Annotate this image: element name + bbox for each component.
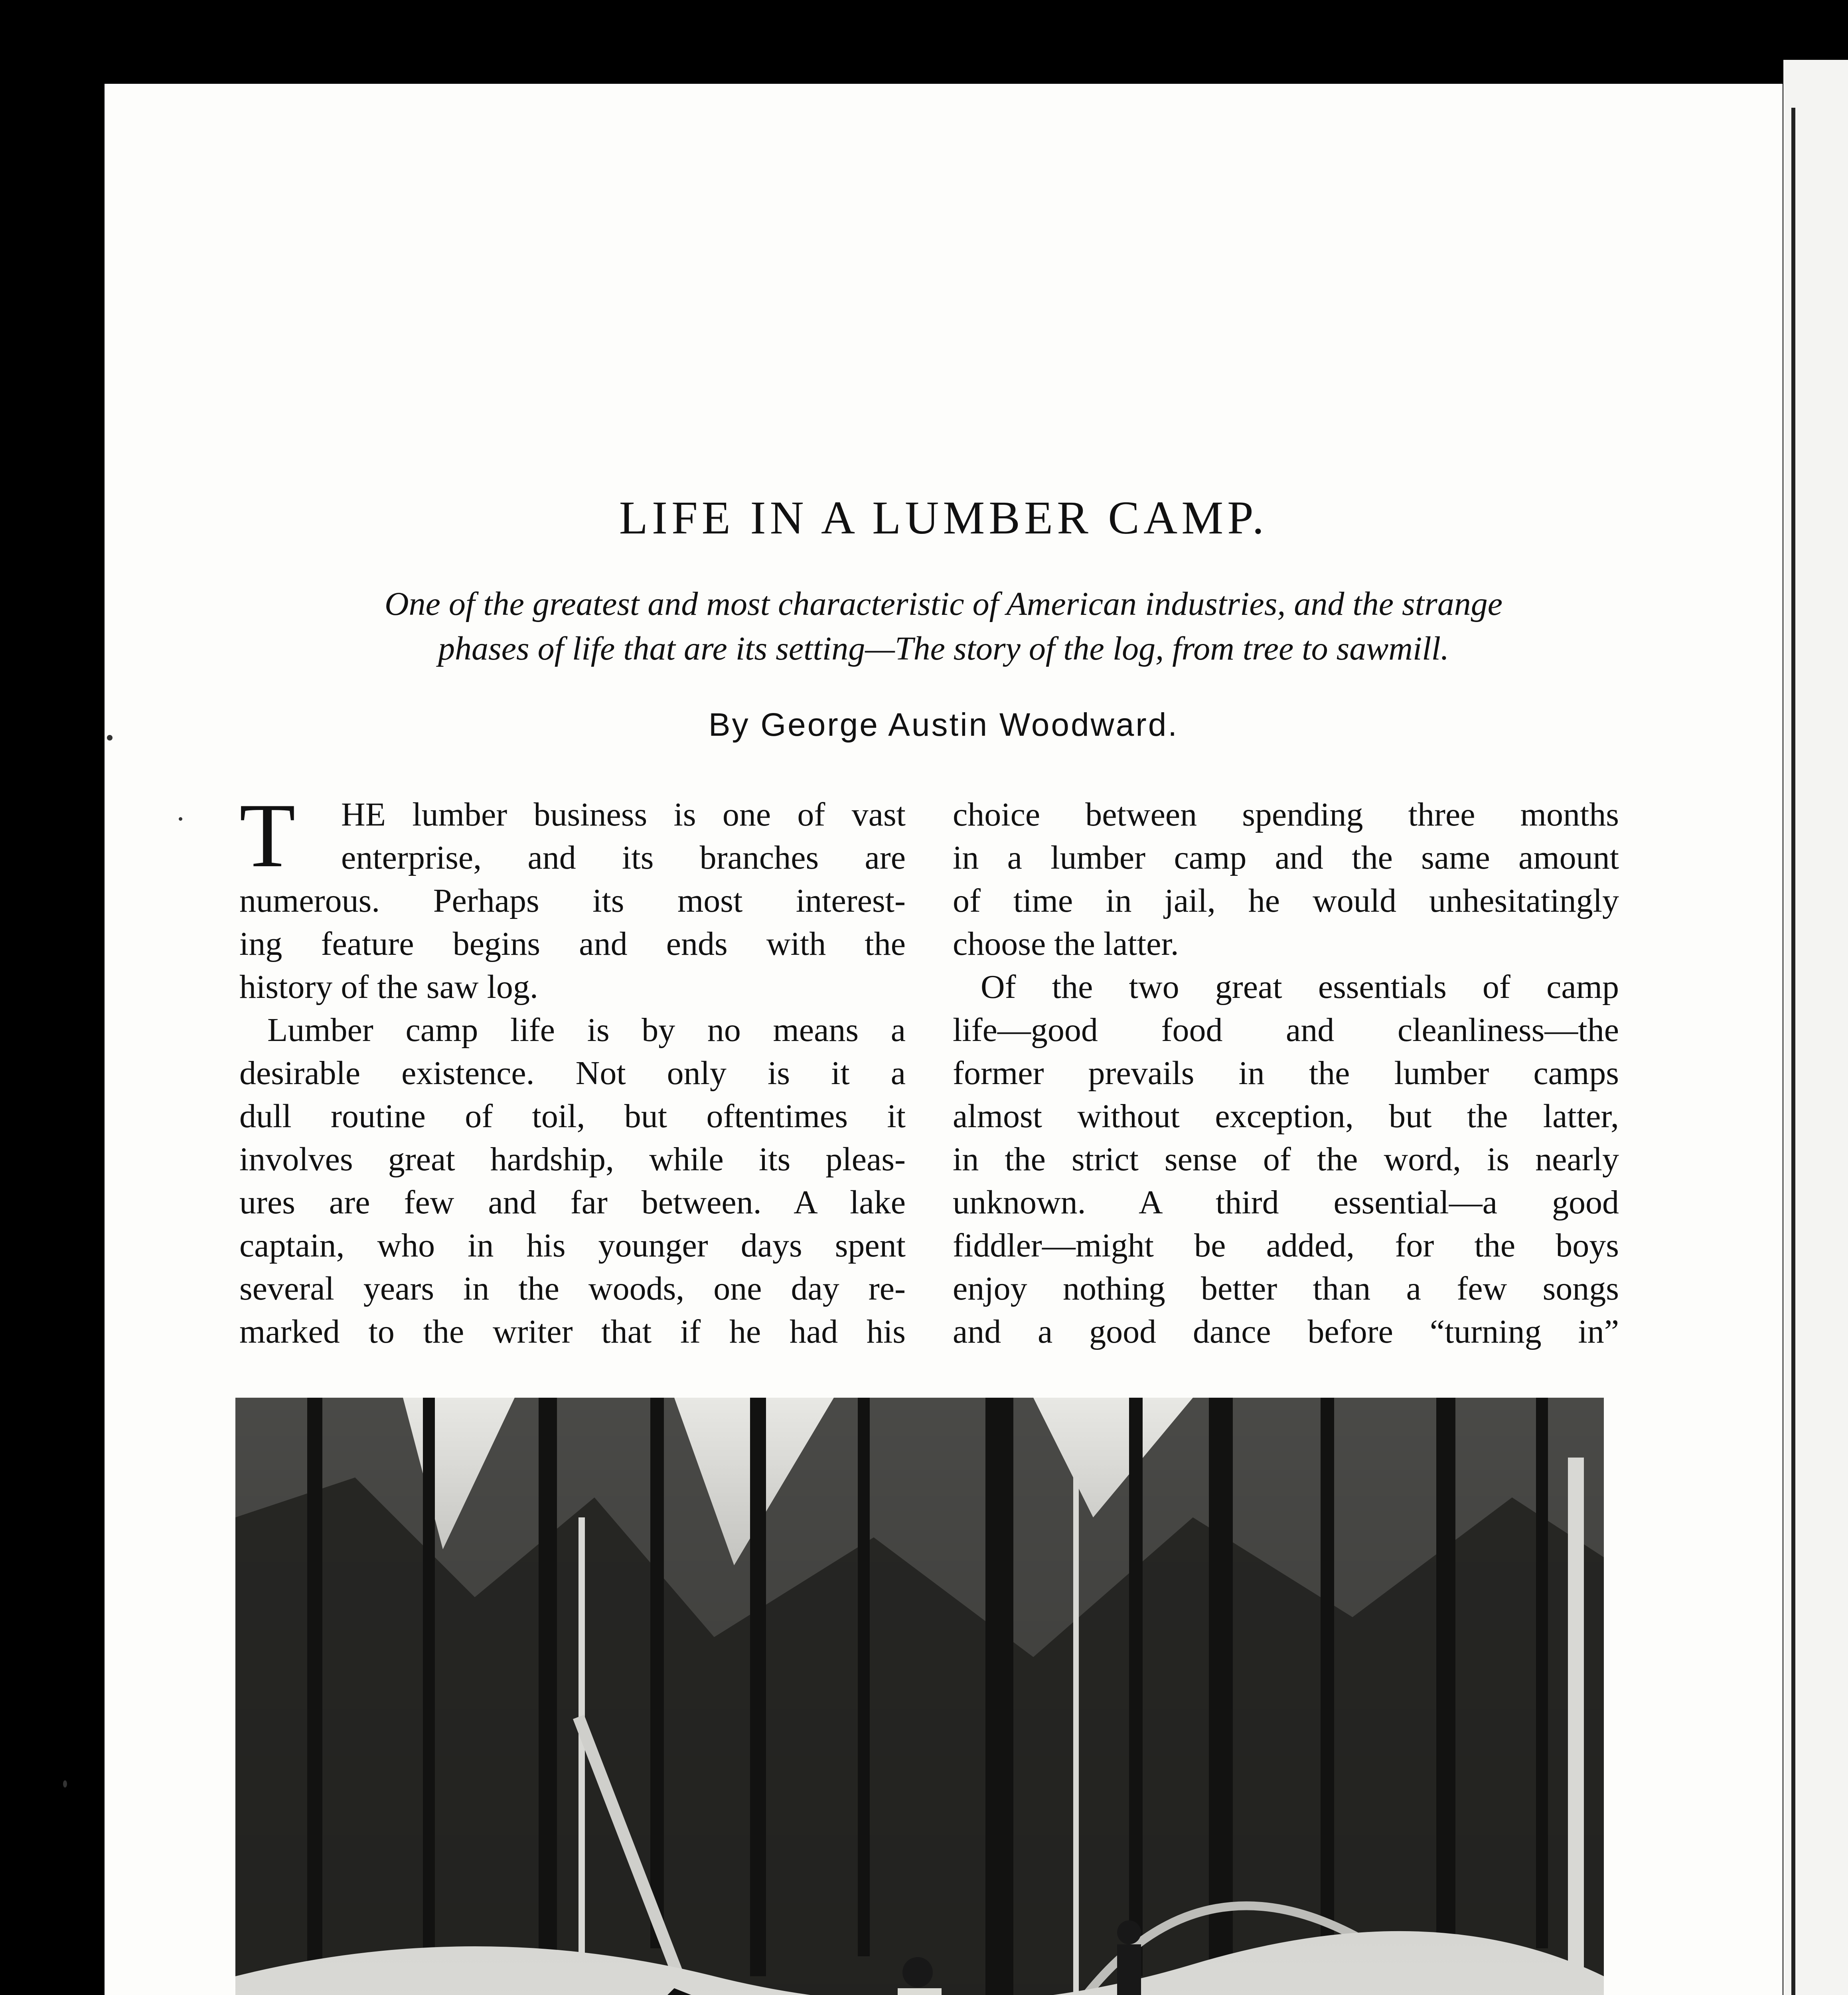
text-line: enterprise, and its branches are (341, 839, 906, 876)
text-line: dull routine of toil, but oftentimes it (239, 1098, 906, 1135)
text-line: fiddler—might be added, for the boys (953, 1227, 1619, 1264)
lumber-camp-photograph (235, 1398, 1604, 1995)
text-line: ures are few and far between. A lake (239, 1184, 906, 1221)
text-line: in a lumber camp and the same amount (953, 839, 1619, 876)
text-line: HE lumber business is one of vast (341, 796, 906, 833)
text-line: almost without exception, but the latter, (953, 1098, 1619, 1135)
text-line: captain, who in his younger days spent (239, 1227, 906, 1264)
margin-speck (63, 1780, 67, 1788)
text-line: former prevails in the lumber camps (953, 1055, 1619, 1092)
article-title: LIFE IN A LUMBER CAMP. (619, 492, 1268, 544)
article-subtitle (105, 582, 1783, 671)
text-line: desirable existence. Not only is it a (239, 1055, 906, 1092)
text-line: in the strict sense of the word, is nearly (953, 1141, 1619, 1178)
text-line: numerous. Perhaps its most interest- (239, 882, 906, 919)
text-line: choice between spending three months (953, 796, 1619, 833)
byline: By George Austin Woodward. (708, 707, 1179, 743)
text-line: choose the latter. (953, 925, 1179, 962)
text-line: life—good food and cleanliness—the (953, 1011, 1619, 1049)
text-line: several years in the woods, one day re- (239, 1270, 906, 1307)
text-line: Of the two great essentials of camp (981, 968, 1619, 1005)
text-column-left (239, 784, 906, 1353)
text-line: enjoy nothing better than a few songs (953, 1270, 1619, 1307)
text-line: involves great hardship, while its pleas- (239, 1141, 906, 1178)
text-column-right (953, 793, 1619, 1353)
photo-illustration (235, 1398, 1604, 1995)
subtitle-line: phases of life that are its setting—The story of the log, from tree to sawmill. (438, 630, 1449, 667)
text-line: history of the saw log. (239, 968, 538, 1005)
margin-speck (179, 817, 182, 821)
text-line: unknown. A third essential—a good (953, 1184, 1619, 1221)
text-line: of time in jail, he would unhesitatingly (953, 882, 1619, 919)
text-line: and a good dance before “turning in” (953, 1313, 1619, 1350)
text-line: Lumber camp life is by no means a (267, 1011, 906, 1049)
text-line: marked to the writer that if he had his (239, 1313, 906, 1350)
adjacent-page-edge (1783, 60, 1848, 1995)
text-line: ing feature begins and ends with the (239, 925, 906, 962)
subtitle-line: One of the greatest and most characteristic of American industries, and the strange (384, 585, 1503, 622)
drop-cap: T (239, 784, 296, 886)
